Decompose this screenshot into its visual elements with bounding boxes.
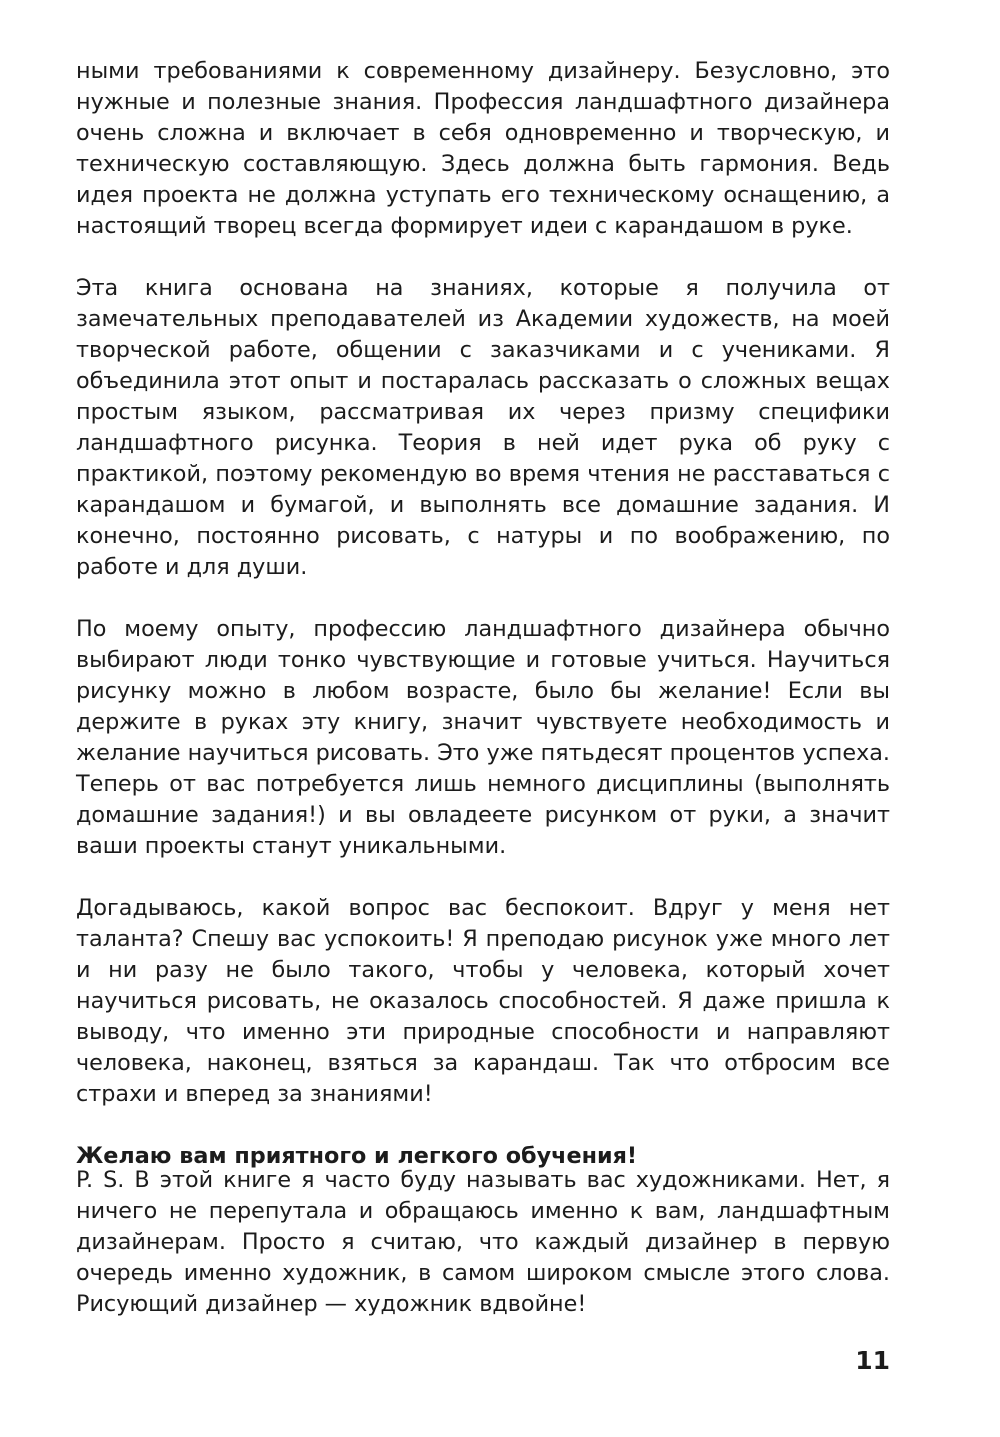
paragraph-intro-continuation: ными требованиями к современному дизайнеру. Безусловно, это нужные и полезные знания. Профессия ландшафтного дизайнера очень сложна и включает в себя одновременно и творческую, и техническую составляющую. Здесь должна быть гармония. Ведь идея проекта не должна уступать его техническому оснащению, а настоящий творец всегда формирует идеи с карандашом в руке. xyxy=(76,58,890,239)
page-body xyxy=(76,56,890,1172)
paragraph-profession: По моему опыту, профессию ландшафтного дизайнера обычно выбирают люди тонко чувствующие и готовые учиться. Научиться рисунку можно в любом возрасте, было бы желание! Если вы держите в руках эту книгу, значит чувствуете необходимость и желание научиться рисовать. Это уже пятьдесят процентов успеха. Теперь от вас потребуется лишь немного дисциплины (выполнять домашние задания!) и вы овладеете рисунком от руки, а значит ваши проекты станут уникальными. xyxy=(76,616,891,859)
paragraph-talent: Догадываюсь, какой вопрос вас беспокоит. Вдруг у меня нет таланта? Спешу вас успокоить! Я преподаю рисунок уже много лет и ни разу не было такого, чтобы у человека, который хочет научиться рисовать, не оказалось способностей. Я даже пришла к выводу, что именно эти природные способности и направляют человека, наконец, взяться за карандаш. Так что отбросим все страхи и вперед за знаниями! xyxy=(76,895,890,1107)
postscript-block xyxy=(76,1165,890,1320)
page-number: 11 xyxy=(855,1346,890,1375)
paragraph-book-basis: Эта книга основана на знаниях, которые я получила от замечательных преподавателей из Академии художеств, на моей творческой работе, общении с заказчиками и с учениками. Я объединила этот опыт и постаралась рассказать о сложных вещах простым языком, рассматривая их через призму специфики ландшафтного рисунка. Теория в ней идет рука об руку с практикой, поэтому рекомендую во время чтения не расставаться с карандашом и бумагой, и выполнять все домашние задания. И конечно, постоянно рисовать, с натуры и по воображению, по работе и для души. xyxy=(76,275,890,580)
closing-wish: Желаю вам приятного и легкого обучения! xyxy=(76,1143,638,1169)
postscript-text: P. S. В этой книге я часто буду называть вас художниками. Нет, я ничего не перепутала и обращаюсь именно к вам, ландшафтным дизайнерам. Просто я считаю, что каждый дизайнер в первую очередь именно художник, в самом широком смысле этого слова. Рисующий дизайнер — художник вдвойне! xyxy=(76,1167,890,1317)
